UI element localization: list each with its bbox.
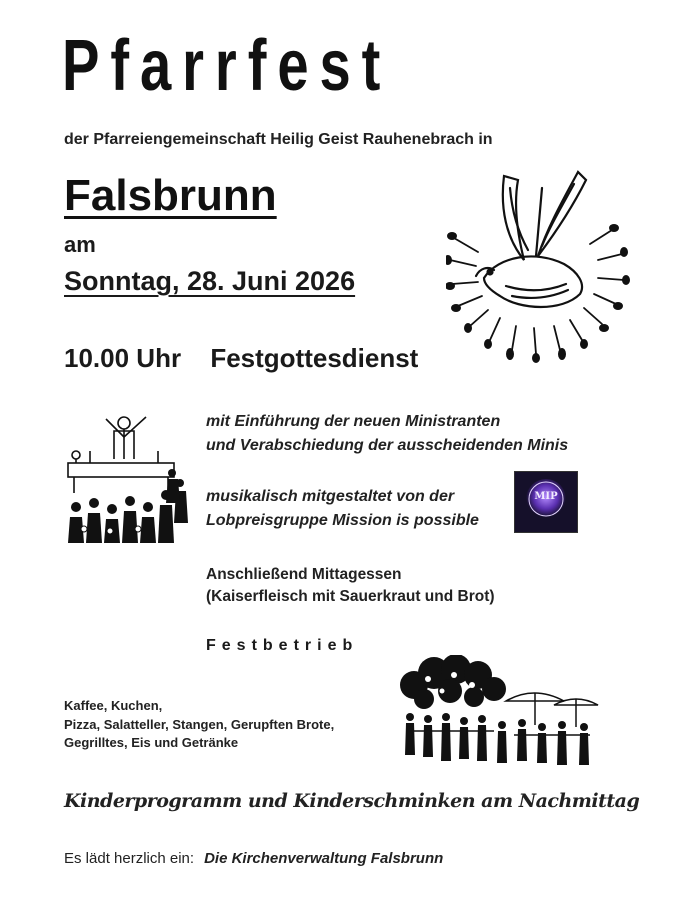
offer-line-3: Gegrilltes, Eis und Getränke xyxy=(64,735,239,750)
offer-line-1: Kaffee, Kuchen, xyxy=(64,698,163,713)
band-logo xyxy=(514,471,578,533)
poster-subtitle: der Pfarreiengemeinschaft Heilig Geist Rauhenebrach in xyxy=(64,131,493,148)
dove-icon xyxy=(446,168,630,364)
invite-organizer: Die Kirchenverwaltung Falsbrunn xyxy=(204,850,444,867)
service-time: 10.00 Uhr xyxy=(64,343,182,373)
fest-crowd-icon xyxy=(394,655,604,767)
lunch-text xyxy=(206,564,495,608)
lunch-line-1: Anschließend Mittagessen xyxy=(206,566,402,583)
ministranten-line-2: und Verabschiedung der ausscheidenden Minis xyxy=(206,437,569,454)
church-service-icon xyxy=(62,413,190,543)
ministranten-line-1: mit Einführung der neuen Ministranten xyxy=(206,413,501,430)
am-label: am xyxy=(64,232,96,257)
kids-program: Kinderprogramm und Kinderschminken am Nachmittag xyxy=(64,790,640,812)
ministranten-text xyxy=(206,410,568,458)
music-line-2: Lobpreisgruppe Mission is possible xyxy=(206,512,479,529)
invitation-line xyxy=(64,850,443,867)
festbetrieb-heading: Festbetrieb xyxy=(206,637,359,654)
offer-line-2: Pizza, Salatteller, Stangen, Gerupften Brote, xyxy=(64,716,335,732)
place-name: Falsbrunn xyxy=(64,171,277,220)
invite-prefix: Es lädt herzlich ein: xyxy=(64,850,195,867)
service-label: Festgottesdienst xyxy=(210,343,419,373)
music-line-1: musikalisch mitgestaltet von der xyxy=(206,488,455,505)
band-logo-text: MIP xyxy=(534,491,558,502)
offer-list xyxy=(64,697,334,753)
lunch-line-2: (Kaiserfleisch mit Sauerkraut und Brot) xyxy=(206,588,495,605)
service-line xyxy=(64,343,418,374)
event-date: Sonntag, 28. Juni 2026 xyxy=(64,266,356,296)
poster-title: Pfarrfest xyxy=(62,26,392,106)
music-text xyxy=(206,485,479,533)
